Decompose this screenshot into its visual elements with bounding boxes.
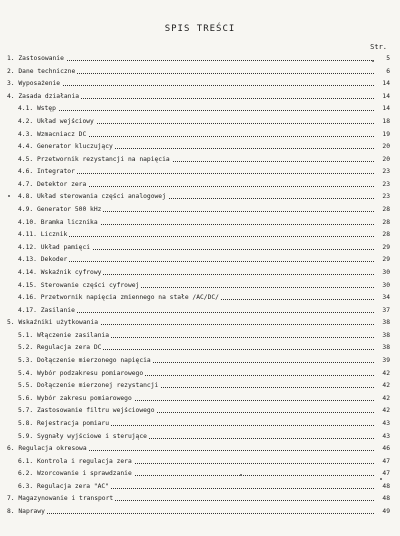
toc-entry <box>0 231 400 239</box>
toc-entry-text: Dołączenie mierzonego napięcia <box>36 357 151 364</box>
toc-entry <box>0 370 400 378</box>
toc-entry-number: 5.2. <box>18 344 34 352</box>
toc-entry <box>0 269 400 277</box>
toc-entry-label <box>18 433 149 441</box>
toc-entry-label <box>18 458 134 466</box>
toc-entry-number: 5.7. <box>18 407 34 415</box>
toc-entry-page: 39 <box>382 357 390 364</box>
toc-entry <box>0 445 400 453</box>
toc-entry-page: 43 <box>382 432 390 440</box>
toc-entry-text: Wyposażenie <box>18 80 61 88</box>
toc-entry-number: 4.11. <box>18 231 37 239</box>
toc-entry-number: 4.14. <box>18 268 37 276</box>
toc-entry-number: 4.10. <box>18 218 37 226</box>
toc-entry <box>0 206 400 214</box>
toc-entry-number: 5.4. <box>18 369 34 377</box>
toc-entry <box>0 294 400 302</box>
toc-entry-page: 14 <box>382 105 390 113</box>
toc-entry-label <box>7 80 62 88</box>
toc-entry <box>0 332 400 340</box>
toc-entry-label <box>18 256 69 264</box>
toc-entry-page: 28 <box>382 218 390 226</box>
toc-entry-page: 46 <box>382 445 390 453</box>
toc-entry-page: 47 <box>382 470 390 478</box>
page-column-label: Str. <box>370 43 387 51</box>
toc-entry-text: Magazynowanie i transport <box>18 495 114 503</box>
toc-entry-page: 23 <box>382 180 390 188</box>
toc-entry-number: 4.8. <box>18 193 34 201</box>
toc-entry-label <box>18 282 141 290</box>
toc-entry-label <box>18 332 111 340</box>
toc-entry-number: 4.3. <box>18 130 34 138</box>
toc-entry <box>0 244 400 252</box>
leader-dots <box>18 235 374 237</box>
toc-entry-text: Dołączenie mierzonej rezystancji <box>36 382 159 390</box>
leader-dots <box>7 512 374 514</box>
toc-entry-label <box>18 420 111 428</box>
toc-entry <box>0 382 400 390</box>
toc-entry-text: Wskaźniki użytkowania <box>18 319 99 327</box>
toc-entry <box>0 80 400 88</box>
toc-entry-text: Regulacja zera DC <box>36 344 102 352</box>
toc-entry-label <box>18 156 172 164</box>
toc-entry-page: 48 <box>382 482 390 490</box>
toc-entry-number: 6.1. <box>18 457 34 465</box>
toc-entry-text: Generator kluczujący <box>36 143 113 151</box>
toc-entry-text: Wstęp <box>36 105 56 113</box>
toc-entry-label <box>18 344 103 352</box>
toc-entry <box>0 168 400 176</box>
toc-entry-page: 42 <box>382 407 390 415</box>
scan-speck <box>380 478 382 480</box>
toc-entry-text: Zastosowanie filtru wejściowego <box>36 407 155 415</box>
leader-dots <box>18 260 374 262</box>
toc-entry-page: 38 <box>382 344 390 352</box>
toc-entry-label <box>7 319 100 327</box>
toc-entry-text: Sygnały wyjściowe i sterujące <box>36 432 147 440</box>
toc-entry-page: 20 <box>382 155 390 163</box>
toc-entry-text: Sterowanie części cyfrowej <box>40 281 140 289</box>
toc-entry-number: 8. <box>7 508 15 515</box>
toc-entry <box>0 156 400 164</box>
toc-entry <box>0 118 400 126</box>
toc-entry-label <box>7 495 115 503</box>
toc-entry-text: Regulacja okresowa <box>18 445 87 453</box>
toc-entry-number: 5.5. <box>18 382 34 390</box>
toc-entry <box>0 93 400 101</box>
toc-entry <box>0 495 400 503</box>
toc-entry-label <box>18 357 153 365</box>
toc-entry <box>0 307 400 315</box>
toc-entry-text: Generator 500 kHz <box>36 206 102 213</box>
toc-entry <box>0 483 400 491</box>
toc-entry-label <box>18 470 134 478</box>
toc-entry-label <box>18 231 69 239</box>
toc-entry-text: Wzmacniacz DC <box>36 130 87 138</box>
toc-entry-page: 30 <box>382 268 390 276</box>
toc-entry-label <box>18 294 221 302</box>
toc-entry-label <box>18 483 111 491</box>
toc-entry-number: 4.12. <box>18 243 37 251</box>
toc-entry-page: 6 <box>386 67 390 75</box>
toc-entry <box>0 357 400 365</box>
toc-entry-label <box>7 93 81 101</box>
toc-entry-label <box>18 181 88 189</box>
toc-entry <box>0 282 400 290</box>
toc-entry-number: 4.5. <box>18 155 34 163</box>
toc-entry <box>0 395 400 403</box>
toc-entry-number: 4.16. <box>18 294 37 302</box>
toc-entry <box>0 131 400 139</box>
toc-entry-page: 29 <box>382 256 390 264</box>
toc-entry-page: 47 <box>382 457 390 465</box>
toc-entry-page: 42 <box>382 382 390 390</box>
toc-entry-text: Włączenie zasilania <box>36 331 109 339</box>
toc-entry-text: Bramka licznika <box>40 218 98 226</box>
toc-entry-number: 2. <box>7 67 15 75</box>
toc-entry <box>0 193 400 201</box>
toc-entry <box>0 181 400 189</box>
toc-entry-text: Przetwornik napięcia zmiennego na stałe /AC/DC/ <box>40 294 219 302</box>
toc-entry-page: 43 <box>382 419 390 427</box>
toc-entry-label <box>18 206 103 214</box>
toc-entry-text: Układ wejściowy <box>36 117 94 125</box>
toc-entry-label <box>18 105 58 113</box>
toc-entry-text: Wskaźnik cyfrowy <box>40 268 102 276</box>
toc-entry-page: 14 <box>382 80 390 88</box>
toc-entry-number: 4.6. <box>18 168 34 176</box>
toc-entry <box>0 68 400 76</box>
toc-entry-number: 6. <box>7 445 15 453</box>
toc-entry <box>0 420 400 428</box>
toc-entry-label <box>18 193 168 201</box>
toc-entry <box>0 407 400 415</box>
toc-entry-page: 42 <box>382 369 390 377</box>
toc-entry-number: 4.1. <box>18 105 34 113</box>
toc-entry <box>0 105 400 113</box>
toc-entry-label <box>18 168 77 176</box>
scan-speck <box>372 60 374 62</box>
toc-entry-text: Dane techniczne <box>18 67 76 75</box>
toc-entry-label <box>18 244 92 252</box>
toc-entry <box>0 319 400 327</box>
toc-entry-page: 49 <box>382 508 390 515</box>
toc-entry-number: 4.17. <box>18 306 37 314</box>
toc-entry-label <box>7 508 47 516</box>
toc-entry-text: Regulacja zera "AC" <box>36 482 109 490</box>
toc-entry-label <box>18 407 157 415</box>
toc-entry-page: 23 <box>382 168 390 176</box>
toc-entry <box>0 458 400 466</box>
toc-entry-number: 5.1. <box>18 331 34 339</box>
toc-entry-number: 7. <box>7 495 15 503</box>
toc-entry-page: 23 <box>382 193 390 201</box>
toc-entry-text: Układ pamięci <box>40 243 91 251</box>
toc-entry-page: 48 <box>382 495 390 503</box>
toc-entry-label <box>18 131 88 139</box>
toc-entry-page: 28 <box>382 231 390 239</box>
toc-entry-page: 19 <box>382 130 390 138</box>
toc-entry-number: 3. <box>7 80 15 88</box>
toc-entry-page: 38 <box>382 319 390 327</box>
toc-entry-text: Zasilanie <box>40 306 75 314</box>
toc-entry-label <box>18 118 96 126</box>
toc-entry-number: 6.2. <box>18 470 34 478</box>
toc-entry-page: 14 <box>382 92 390 100</box>
toc-entry <box>0 344 400 352</box>
toc-entry-page: 28 <box>382 206 390 213</box>
toc-entry <box>0 219 400 227</box>
toc-entry-page: 42 <box>382 394 390 402</box>
toc-entry-label <box>7 445 89 453</box>
toc-entry-label <box>7 55 66 63</box>
toc-entry-text: Detektor zera <box>36 180 87 188</box>
toc-entry-text: Wybór podzakresu pomiarowego <box>36 369 144 377</box>
toc-entry-label <box>18 382 160 390</box>
scan-speck <box>240 474 242 476</box>
toc-entry-text: Naprawy <box>18 508 45 515</box>
toc-entry <box>0 508 400 516</box>
toc-entry-page: 34 <box>382 294 390 302</box>
toc-entry-number: 4. <box>7 92 15 100</box>
toc-entry-number: 4.7. <box>18 180 34 188</box>
toc-entry-number: 5. <box>7 319 15 327</box>
toc-entry <box>0 470 400 478</box>
toc-entry-number: 4.2. <box>18 117 34 125</box>
toc-entry-text: Wzorcowanie i sprawdzanie <box>36 470 132 478</box>
toc-entry-page: 30 <box>382 281 390 289</box>
toc-entry-text: Integrator <box>36 168 75 176</box>
toc-entry-text: Zasada działania <box>18 92 80 100</box>
toc-entry-text: Rejestracja pomiaru <box>36 419 109 427</box>
toc-entry-number: 5.3. <box>18 357 34 364</box>
toc-entry-text: Zastosowanie <box>18 55 64 62</box>
toc-entry-label <box>18 370 145 378</box>
toc-entry-text: Dekoder <box>40 256 68 264</box>
toc-entry-text: Licznik <box>40 231 68 239</box>
toc-entry-text: Przetwornik rezystancji na napięcia <box>36 155 170 163</box>
scan-speck <box>8 195 10 197</box>
toc-entry-label <box>18 395 134 403</box>
toc-entry-number: 1. <box>7 55 15 62</box>
toc-entry-text: Układ sterowania części analogowej <box>36 193 166 201</box>
toc-entry-number: 5.8. <box>18 419 34 427</box>
toc-entry-label <box>18 143 115 151</box>
toc-entry-page: 29 <box>382 243 390 251</box>
toc-entry-label <box>18 307 77 315</box>
toc-entry-label <box>18 269 103 277</box>
toc-entry-page: 18 <box>382 117 390 125</box>
toc-entry <box>0 433 400 441</box>
page-title: SPIS TREŚCI <box>164 24 236 34</box>
toc-entry-number: 5.6. <box>18 394 34 402</box>
toc-entry <box>0 55 400 63</box>
toc-entry-number: 5.9. <box>18 432 34 440</box>
toc-entry-page: 37 <box>382 306 390 314</box>
toc-entry <box>0 143 400 151</box>
toc-entry-page: 20 <box>382 143 390 151</box>
toc-entry-number: 6.3. <box>18 482 34 490</box>
toc-entry-label <box>7 68 77 76</box>
toc-entry-number: 4.13. <box>18 256 37 264</box>
toc-entry-number: 4.15. <box>18 281 37 289</box>
toc-entry-page: 5 <box>386 55 390 62</box>
toc-entry-page: 38 <box>382 331 390 339</box>
leader-dots <box>18 109 374 111</box>
toc-entry-text: Wybór zakresu pomiarowego <box>36 394 132 402</box>
toc-entry-text: Kontrola i regulacja zera <box>36 457 132 465</box>
toc-entry-number: 4.4. <box>18 143 34 151</box>
toc-entry-number: 4.9. <box>18 206 34 213</box>
toc-entry <box>0 256 400 264</box>
toc-entry-label <box>18 219 100 227</box>
